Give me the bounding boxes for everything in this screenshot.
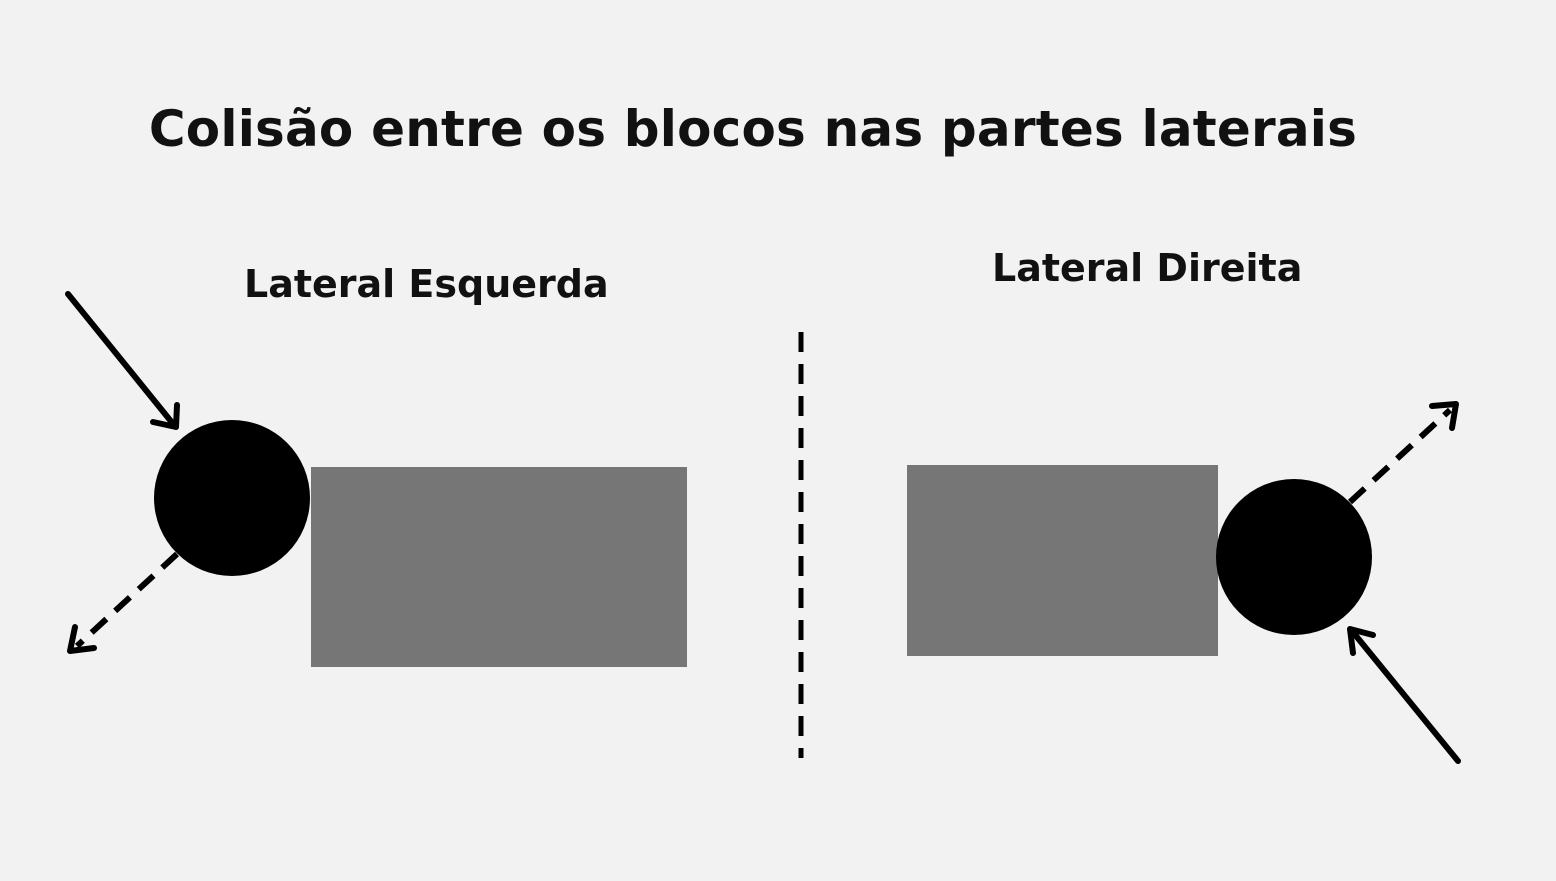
left-block: [311, 467, 687, 667]
right-panel-label: Lateral Direita: [992, 246, 1303, 290]
right-ball: [1216, 479, 1372, 635]
left-ball: [154, 420, 310, 576]
diagram-title: Colisão entre os blocos nas partes laterais: [148, 100, 1358, 158]
right-block: [907, 465, 1218, 656]
left-panel-label: Lateral Esquerda: [244, 262, 609, 306]
